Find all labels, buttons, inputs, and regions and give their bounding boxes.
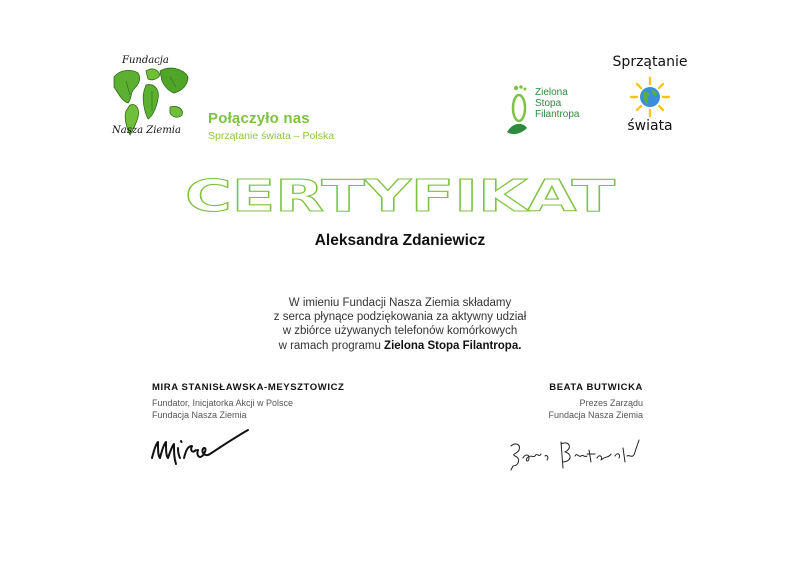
swiata-text: świata [627, 118, 673, 134]
tagline-title: Połączyło nas [208, 110, 310, 127]
sprzatanie-text: Sprzątanie [612, 54, 688, 70]
signature-beata [505, 432, 645, 472]
sun-earth-icon [604, 74, 696, 120]
signature-mira [148, 428, 252, 468]
signatory-left-role-2: Fundacja Nasza Ziemia [152, 410, 247, 420]
signatory-left-name: MIRA STANISŁAWSKA-MEYSZTOWICZ [152, 382, 345, 393]
tagline-subtitle: Sprzątanie świata – Polska [208, 130, 335, 142]
recipient-name: Aleksandra Zdaniewicz [314, 232, 486, 249]
body-line-1: W imieniu Fundacji Nasza Ziemia składamy [288, 297, 512, 309]
certificate-body [0, 296, 800, 353]
body-line-3: w zbiórce używanych telefonów komórkowych [282, 325, 518, 338]
program-name: Zielona Stopa Filantropa. [384, 339, 522, 352]
signatory-left-roles [152, 397, 344, 421]
certificate-title [0, 165, 800, 225]
signatory-right-role-2: Fundacja Nasza Ziemia [548, 410, 643, 420]
signatory-right-name: BEATA BUTWICKA [549, 382, 643, 393]
header-tagline [208, 110, 334, 142]
zielona-line1: Zielona [535, 87, 568, 98]
body-line-2: z serca płynące podziękowania za aktywny udział [273, 311, 527, 324]
body-line-4-prefix: w ramach programu [278, 339, 385, 352]
zielona-stopa-filantropa-wordmark [535, 87, 579, 120]
signatory-right-role-1: Prezes Zarządu [579, 398, 643, 408]
signatory-left [152, 382, 344, 421]
certificate-title-text: CERTYFIKAT [185, 171, 615, 222]
zielona-line2: Stopa [535, 98, 562, 109]
zielona-line3: Filantropa [535, 109, 580, 120]
sprzatanie-swiata-logo [604, 52, 696, 138]
fundacja-nasza-ziemia-logo [108, 55, 192, 141]
zielona-stopa-filantropa-logo [505, 82, 595, 138]
logo-text-fundacja: Fundacja [122, 55, 169, 66]
body-line-4 [0, 339, 800, 353]
signatory-left-role-1: Fundator, Inicjatorka Akcji w Polsce [152, 398, 294, 408]
footprint-leaf-icon [505, 82, 533, 138]
signatory-right-roles [470, 397, 643, 421]
logo-text-nasza-ziemia: Nasza Ziemia [112, 125, 181, 136]
signatory-right [470, 382, 643, 421]
